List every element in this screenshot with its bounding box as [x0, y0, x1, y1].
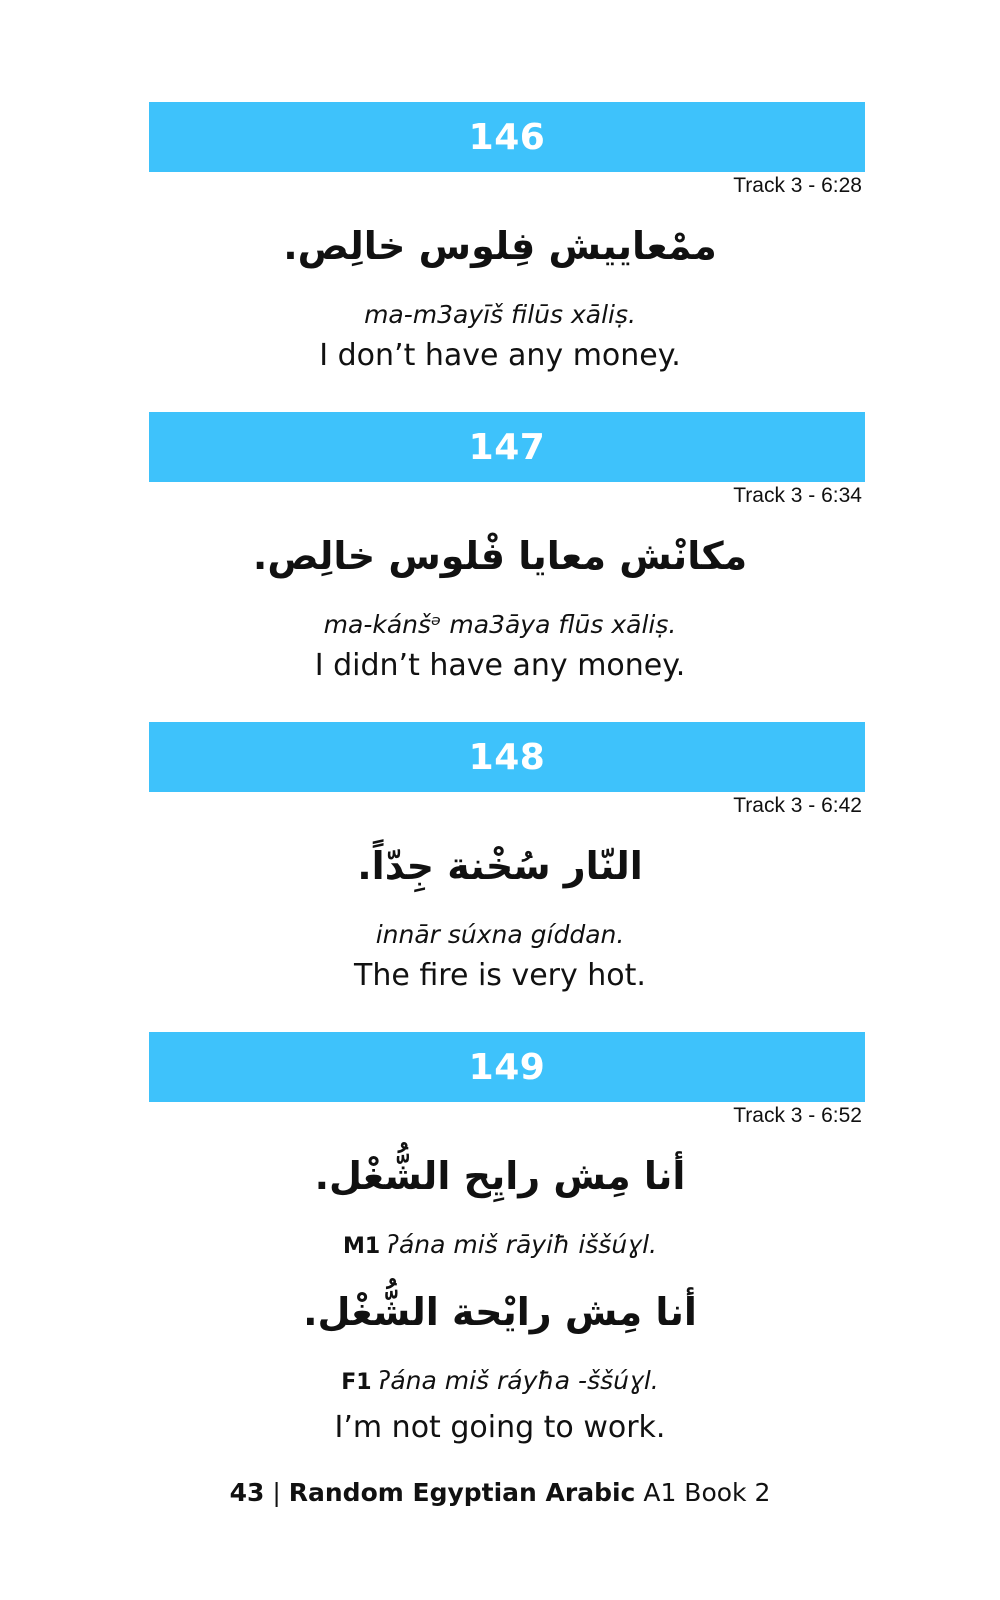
track-timestamp: Track 3 - 6:52: [733, 1104, 862, 1127]
entry-number: 146: [468, 116, 546, 158]
arabic-sentence: مكانْش معايا فْلوس خالِص.: [252, 534, 748, 578]
track-timestamp: Track 3 - 6:42: [733, 794, 862, 817]
entry-147-header-bar: [149, 412, 865, 482]
book-level: A1 Book 2: [643, 1478, 771, 1507]
entry-149-header-bar: [149, 1032, 865, 1102]
transliteration-text: ʔána miš rāyiħ iššúɣl.: [386, 1230, 657, 1259]
book-title: Random Egyptian Arabic: [288, 1478, 636, 1507]
arabic-sentence: النّار سُخْنة جِدّاً.: [357, 844, 643, 888]
entry-number: 147: [468, 426, 546, 468]
transliteration-male: [0, 1230, 1000, 1259]
track-timestamp: Track 3 - 6:34: [733, 484, 862, 507]
arabic-sentence-male: أنا مِش رايِح الشُّغْل.: [314, 1154, 686, 1198]
arabic-sentence-female: أنا مِش رايْحة الشُّغْل.: [303, 1290, 697, 1334]
entry-number: 148: [468, 736, 546, 778]
english-translation: I’m not going to work.: [334, 1410, 666, 1445]
transliteration: ma-m3ayīš filūs xāliṣ.: [364, 300, 636, 329]
transliteration-text: ʔána miš ráyħa -ššúɣl.: [377, 1366, 659, 1395]
speaker-label: F1: [341, 1370, 372, 1395]
track-timestamp: Track 3 - 6:28: [733, 174, 862, 197]
english-translation: I don’t have any money.: [319, 338, 681, 373]
entry-148-header-bar: [149, 722, 865, 792]
footer-separator: |: [272, 1478, 281, 1507]
page-footer: [0, 1478, 1000, 1507]
transliteration-female: [0, 1366, 1000, 1395]
page-number: 43: [229, 1478, 265, 1507]
arabic-sentence: ممْعاييش فِلوس خالِص.: [283, 224, 717, 268]
english-translation: The fire is very hot.: [354, 958, 646, 993]
transliteration: innār súxna gíddan.: [375, 920, 625, 949]
speaker-label: M1: [343, 1234, 381, 1259]
entry-146-header-bar: [149, 102, 865, 172]
english-translation: I didn’t have any money.: [314, 648, 686, 683]
entry-number: 149: [468, 1046, 546, 1088]
transliteration: ma-kánšᵊ ma3āya flūs xāliṣ.: [323, 610, 677, 639]
